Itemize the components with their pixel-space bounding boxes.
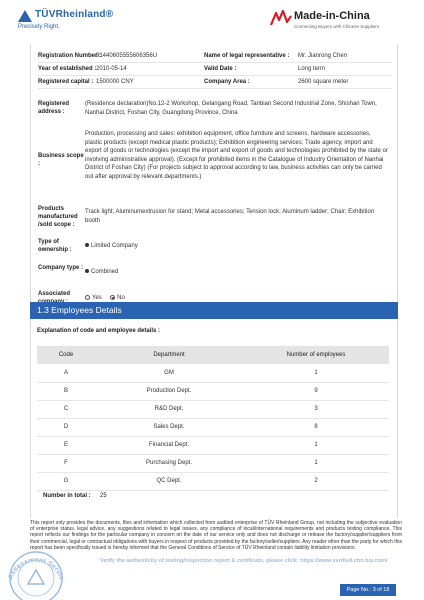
registered-capital-value: 1500000 CNY bbox=[96, 79, 134, 85]
valid-date-label: Valid Date : bbox=[204, 66, 237, 72]
registered-capital-label: Registered capital : bbox=[38, 79, 94, 85]
cell-number: 3 bbox=[243, 400, 389, 418]
company-type-field bbox=[38, 264, 392, 288]
business-scope-field bbox=[38, 130, 392, 202]
cell-department: Financial Dept. bbox=[95, 436, 243, 454]
company-type-value: Combined bbox=[91, 269, 119, 275]
registration-info bbox=[38, 50, 392, 91]
cell-number: 8 bbox=[243, 418, 389, 436]
associated-company-label: Associated bbox=[38, 291, 71, 297]
cell-department: QC Dept. bbox=[95, 472, 243, 490]
registered-address-field bbox=[38, 100, 392, 126]
products-label: Products manufactured /sold scope : bbox=[38, 206, 78, 228]
cell-number: 1 bbox=[243, 454, 389, 472]
cell-code: A bbox=[37, 364, 95, 382]
cell-code: F bbox=[37, 454, 95, 472]
cell-number: 1 bbox=[243, 436, 389, 454]
employees-total bbox=[43, 493, 107, 499]
cell-number: 1 bbox=[243, 364, 389, 382]
page-header bbox=[0, 0, 424, 44]
company-area-value: 2600 square meter bbox=[298, 79, 349, 85]
stamp-text: Assessment Servic bbox=[7, 556, 65, 582]
table-header-row bbox=[37, 346, 389, 364]
cell-code: G bbox=[37, 472, 95, 490]
tuv-slogan: Precisely Right. bbox=[18, 24, 60, 30]
info-row bbox=[38, 76, 392, 89]
products-value: Track light; Aluminumextrusion for stand; Metal accessories; Tension lock; Aluminum ladder; Chair; Exhibition booth bbox=[85, 209, 375, 224]
tuv-triangle-icon bbox=[18, 10, 32, 22]
info-row bbox=[38, 50, 392, 63]
registered-address-label: Registered address : bbox=[38, 101, 70, 115]
products-field bbox=[38, 205, 392, 235]
year-established-value: 2010-05-14 bbox=[96, 66, 127, 72]
header-number: Number of employees bbox=[243, 346, 389, 364]
table-row bbox=[37, 454, 389, 472]
cell-code: C bbox=[37, 400, 95, 418]
made-in-china-mark-icon bbox=[270, 10, 292, 26]
table-row bbox=[37, 364, 389, 382]
table-row bbox=[37, 382, 389, 400]
cell-code: D bbox=[37, 418, 95, 436]
table-row bbox=[37, 418, 389, 436]
bullet-icon bbox=[85, 243, 89, 247]
total-label: Number in total : bbox=[43, 493, 91, 499]
business-scope-label: Business scope : bbox=[38, 153, 84, 167]
cell-code: E bbox=[37, 436, 95, 454]
header-code: Code bbox=[37, 346, 95, 364]
radio-yes[interactable] bbox=[85, 295, 90, 300]
explanation-heading: Explanation of code and employee details : bbox=[37, 328, 161, 334]
table-row bbox=[37, 472, 389, 490]
radio-no-label: No bbox=[117, 295, 125, 301]
ownership-label: Type of ownership : bbox=[38, 239, 72, 253]
cell-department: R&D Dept. bbox=[95, 400, 243, 418]
tuv-rheinland-logo bbox=[18, 10, 128, 36]
radio-yes-label: Yes bbox=[92, 295, 102, 301]
tuv-brand-name: TÜVRheinland® bbox=[35, 9, 114, 20]
table-row bbox=[37, 400, 389, 418]
registered-address-value: (Residence declaration)No.12-2 Workshop, Gelangang Road, Tanbian Second Industrial Zone, Shishan Town, Nanhai District, Foshan City, Guangdong Province, China bbox=[85, 101, 377, 116]
mic-brand-name: Made-in-China bbox=[294, 10, 370, 22]
cell-number: 9 bbox=[243, 382, 389, 400]
registration-number-value: 91440605555606356U bbox=[96, 53, 158, 59]
info-row bbox=[38, 63, 392, 76]
made-in-china-logo bbox=[270, 10, 410, 36]
cell-code: B bbox=[37, 382, 95, 400]
company-type-value-wrap bbox=[85, 268, 389, 277]
legal-rep-value: Mr. Jianrong Chen bbox=[298, 53, 348, 59]
employees-table bbox=[37, 346, 389, 491]
bullet-icon bbox=[85, 269, 89, 273]
company-area-label: Company Area : bbox=[204, 79, 250, 85]
header-department: Department bbox=[95, 346, 243, 364]
verify-link[interactable]: Verify the authenticity of testing/inspection report & certificate, please click: https://www.verified.chn.tuv.com/ bbox=[100, 558, 388, 564]
radio-no[interactable] bbox=[110, 295, 115, 300]
section-title: 1.3 Employees Details bbox=[30, 302, 398, 319]
disclaimer-text: This report only provides the documents, files and information which collected from audited enterprise of TÜV Rheinland Group, not including the subjective evaluation of enterprise status, legal advice, any suggestions related to legal issues, any compliance of local/international requirements and products testing compliance. This report reflects our findings for the particular company in concern on the date of our service only and does not discharge or release the factory/supplier/suppliers from their commercial, legal or contractual obligations with buyers in respect of products provided by the factory/seller/suppliers. Any reader other than the party for which this report has been specifically issued is hereby informed that the General Conditions of Service of TÜV Rheinland contain liability limitation provisions. bbox=[30, 520, 402, 551]
mic-slogan: Connecting Buyers with Chinese Suppliers bbox=[294, 24, 380, 29]
year-established-label: Year of established : bbox=[38, 66, 97, 72]
valid-date-value: Long term bbox=[298, 66, 326, 72]
cell-department: GM bbox=[95, 364, 243, 382]
table-row bbox=[37, 436, 389, 454]
cell-department: Sales Dept. bbox=[95, 418, 243, 436]
cell-department: Purchasing Dept. bbox=[95, 454, 243, 472]
ownership-value-wrap bbox=[85, 242, 389, 251]
company-type-label: Company type : bbox=[38, 265, 84, 271]
ownership-value: Limited Company bbox=[91, 243, 138, 249]
business-scope-value: Production, processing and sales: exhibition equipment, office furniture and screens, hardware accessories, plastic products (except medical plastic products); Exhibition engineering services; Trade agency, import and export of goods or technologies (except the import and export of goods and technologies prohibited by the state or involving administrative approval). (Except for prohibited items in the Catalogue of Industry Orientation of Nanhai District of Foshan City) (For projects subject to approval according to law, business activities can only be carried out after approval by relevant departments.) bbox=[85, 131, 388, 180]
cell-number: 2 bbox=[243, 472, 389, 490]
registration-number-label: Registration Number : bbox=[38, 53, 102, 59]
ownership-field bbox=[38, 238, 392, 262]
cell-department: Production Dept. bbox=[95, 382, 243, 400]
total-value: 25 bbox=[100, 493, 107, 499]
legal-rep-label: Name of legal representative : bbox=[204, 53, 290, 59]
page-number: Page No.: 3 of 18 bbox=[340, 584, 396, 596]
